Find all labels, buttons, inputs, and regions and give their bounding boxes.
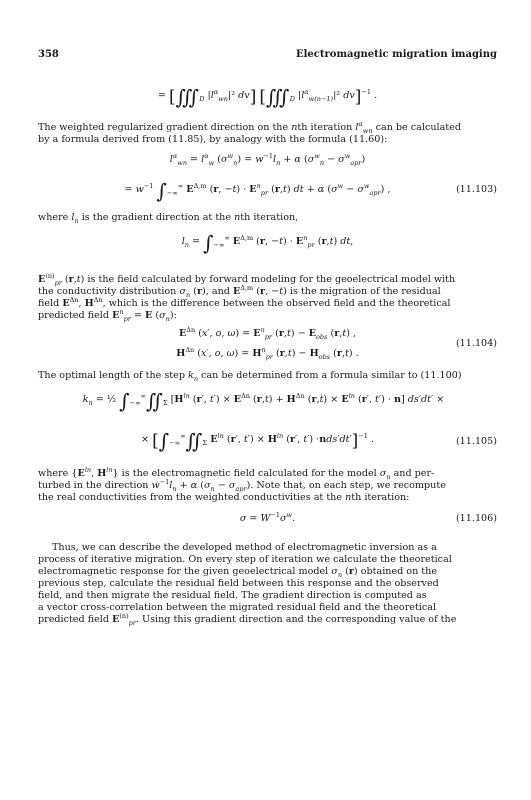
equation-body: = [$∭_D$ $|l^\alpha_{wn}|^2$ dv] [$∭_D$ $|l^\alpha_{w(n-1)}|^2$ dv]$^{-1}$ . [157, 85, 378, 109]
paragraph-line: turbed in the direction $w^{-1}l_n + \alpha$ $(\sigma_n - \sigma_{apr})$. Note that, on each step, we recompute [38, 477, 446, 493]
paragraph-line: previous step, calculate the residual field between this response and the observed [38, 578, 439, 589]
paragraph-line: where {$E^{ln}$, $H^{ln}$} is the electromagnetic field calculated for the model $\sigma_n$ and per- [38, 465, 435, 481]
paragraph-line: electromagnetic response for the given geoelectrical model $\sigma_n$ (r) obtained on the [38, 566, 438, 579]
equation-number: (11.103) [455, 184, 497, 195]
equation-body: = $w^{-1}$ $\int_{-\infty}^\infty$ $E^{\Delta,m}$ (r, $-t) \cdot E^n_{pr}$ (r,t) dt + α $(\sigma^w - \sigma^w_{apr})$ , [124, 179, 391, 203]
paragraph-line: process of iterative migration. On every step of iteration we calculate the theoretical [38, 554, 452, 565]
running-header [38, 49, 497, 63]
paragraph-line: Thus, we can describe the developed method of electromagnetic inversion as a [52, 542, 437, 553]
paragraph-line: predicted field $E^n_{pr} = E$ $(\sigma_n)$: [38, 307, 177, 323]
equation-number: (11.106) [455, 513, 497, 524]
equation-ln [38, 228, 497, 258]
paragraph-line: predicted field $E^{(n)}_{pr}$. Using this gradient direction and the corresponding value of the [38, 611, 457, 627]
paragraph-line: The weighted regularized gradient direction on the nth iteration $l^\alpha_{wn}$ can be calculated [38, 119, 461, 135]
paragraph-line: where $l_n$ is the gradient direction at the nth iteration, [38, 212, 299, 225]
equation-11-106 [38, 510, 497, 527]
equation-body: $\sigma = W^{-1}\sigma^w$. [239, 510, 296, 524]
running-title: Electromagnetic migration imaging [296, 49, 497, 60]
paragraph-line: The optimal length of the step $k_n$ can be determined from a formula similar to (11.100) [38, 370, 462, 383]
equation-11-104 [38, 325, 497, 362]
paragraph-line: field $E^{\Delta n}$, $H^{\Delta n}$, which is the difference between the observed field and the theoretical [38, 295, 451, 309]
equation-body: $l^\alpha_{wn} = l^\alpha_w$ $(\sigma^w_n) = w^{-1}l_n + \alpha$ $(\sigma^w_n - \sigma^w_{apr})$ [169, 151, 366, 167]
equation-11-105 [38, 426, 497, 456]
equation-number: (11.104) [455, 338, 497, 349]
equation-body: $l_n = \int_{-\infty}^\infty$ $E^{\Delta,m}$ (r, $-t) \cdot E^n_{pr}$ (r,t) dt, [181, 231, 354, 255]
paragraph-line: field, and then migrate the residual field. The gradient direction is computed as [38, 590, 427, 601]
equation-number: (11.105) [455, 436, 497, 447]
equation-body: × [$\int_{-\infty}^\infty∬_\Sigma$ $E^{ln}$ (r′, $t') \times H^{ln}$ (r′, t′) ·nds′dt′]$^{-1}$ . [141, 429, 374, 453]
equation-11-103 [38, 176, 497, 204]
page-number: 358 [38, 49, 59, 60]
equation-kn [38, 386, 497, 416]
equation-row: $H^{\Delta n}$ (x′, o, $\omega) = H^n_{pr}$ $(r,t) - H_{obs}$ (r,t) . [176, 345, 359, 361]
paragraph-line: the real conductivities from the weighted conductivities at the nth iteration: [38, 492, 410, 503]
equation-row: $E^{\Delta n}$ (x′, o, $\omega) = E^n_{pr}$ $(r,t) - E_{obs}$ (r,t) , [178, 325, 357, 341]
paragraph-line: the conductivity distribution $\sigma_n$ (r), and $E^{\Delta,m}$ (r, −t) is the migration of the residual [38, 283, 441, 299]
paragraph-line: $E^{(n)}_{pr}$ (r,t) is the field calculated by forward modeling for the geoelectrical model with [38, 271, 456, 287]
equation-normalization [38, 84, 497, 110]
paragraph-line: by a formula derived from (11.85), by analogy with the formula (11.60): [38, 134, 388, 145]
equation-body: $k_n$ = ½ $\int_{-\infty}^\infty∬_\Sigma$ [$H^{ln}$ (r′, $t') \times E^{\Delta n}$ $(r,t) + H^{\Delta n}$ $(r,t) \times E^{ln}$ (r′, t′) · n] ds′dt′ × [82, 389, 445, 413]
paragraph-line: a vector cross-correlation between the migrated residual field and the theoretical [38, 602, 437, 613]
equation-lwn [38, 151, 497, 168]
